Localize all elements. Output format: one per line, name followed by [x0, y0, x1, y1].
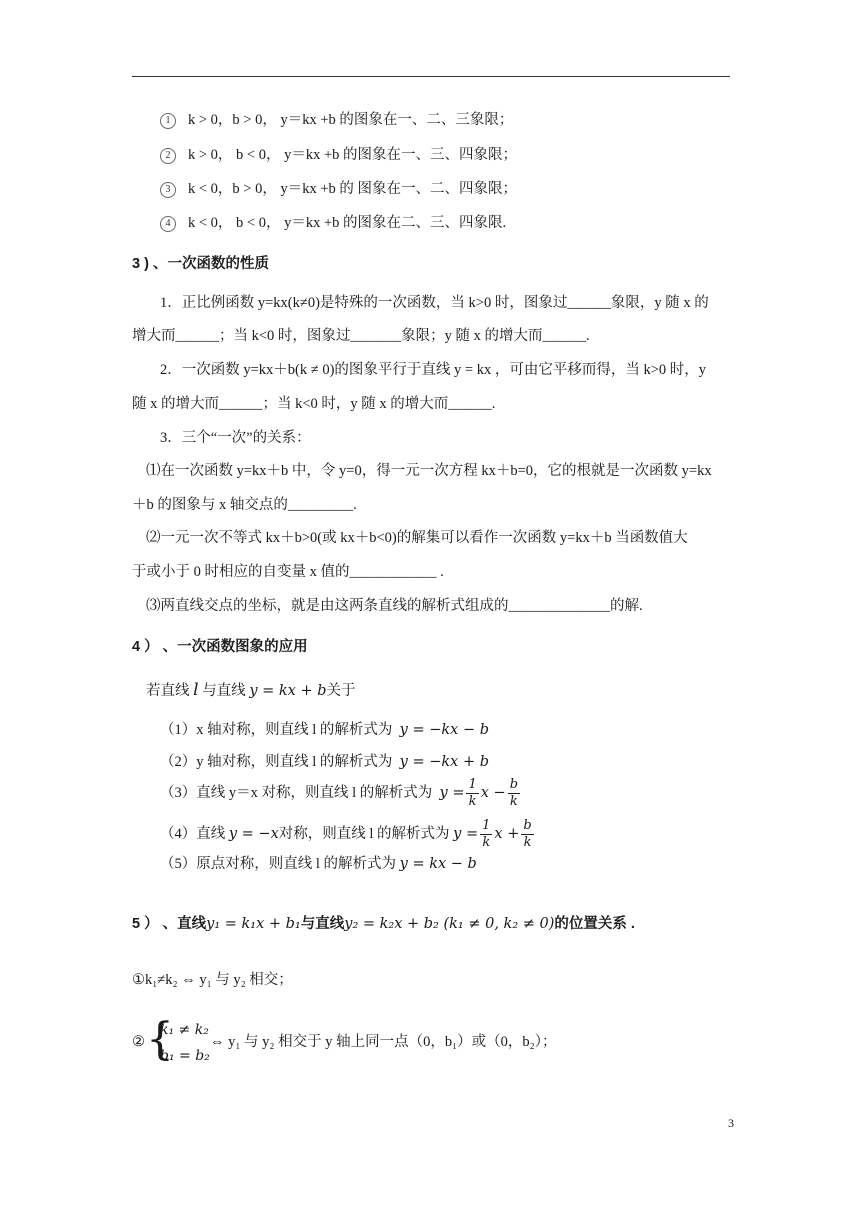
paragraph: 1．正比例函数 y=kx(k≠0)是特殊的一次函数，当 k>0 时，图象过______象限，y 随 x 的 [160, 295, 709, 311]
fraction: $\frac{b}{k}$ [523, 818, 532, 851]
paragraph: 增大而______；当 k<0 时，图象过_______象限；y 随 x 的增大而______. [132, 328, 590, 344]
intro-line: 若直线 l 与直线 y = kx + b关于 [146, 680, 356, 700]
section-heading: 5 ） 、直线y₁ = k₁x + b₁与直线y₂ = k₂x + b₂ (k₁ ≠ 0, k₂ ≠ 0)的位置关系 . [132, 916, 635, 932]
paragraph: 3．三个“一次”的关系： [160, 430, 311, 446]
symmetry-item: （3）直线 y＝x 对称，则直线 l 的解析式为 y = $\frac{1}{k}$ x − $\frac{b}{k}$ [160, 777, 519, 810]
section-heading: 3 ) 、一次函数的性质 [132, 256, 269, 272]
system-row: k₁ ≠ k₂ [160, 1022, 209, 1038]
circled-number: 1 [160, 113, 176, 129]
paragraph: ＋b 的图象与 x 轴交点的_________. [132, 497, 357, 513]
paragraph: 2．一次函数 y=kx＋b(k ≠ 0)的图象平行于直线 y = kx ，可由它平移而得，当 k>0 时，y [160, 362, 707, 378]
system-row: b₁ = b₂ [160, 1048, 210, 1064]
paragraph: ⑴在一次函数 y=kx＋b 中，令 y=0，得一元一次方程 kx＋b=0，它的根就是一次函数 y=kx [146, 463, 712, 479]
fraction: $\frac{1}{k}$ [468, 777, 477, 810]
paragraph: ⑶两直线交点的坐标，就是由这两条直线的解析式组成的______________的解. [146, 598, 643, 614]
equation: y = −kx + b [399, 754, 489, 770]
case-text: k > 0， b < 0， y＝kx +b 的图象在一、三、四象限； [188, 147, 518, 163]
case-item [160, 179, 517, 199]
case-text: k < 0， b < 0， y＝kx +b 的图象在二、三、四象限. [188, 215, 507, 231]
case-text: k < 0，b > 0， y＝kx +b 的 图象在一、二、四象限； [188, 181, 518, 197]
brace-icon: { [146, 1014, 174, 1065]
circled-number: 3 [160, 182, 176, 198]
circled-number: 4 [160, 216, 176, 232]
symmetry-item: （1）x 轴对称，则直线 l 的解析式为 y = −kx − b [160, 722, 489, 738]
circled-number: 2 [160, 148, 176, 164]
relation-item: ①k₁≠k₂ ⇔ y₁ 与 y₂ 相交； [132, 972, 293, 988]
relation-prefix: ② [132, 1034, 145, 1050]
case-item [160, 110, 513, 130]
paragraph: 于或小于 0 时相应的自变量 x 值的____________ . [132, 564, 444, 580]
page-number: 3 [728, 1116, 734, 1130]
header-rule [132, 76, 730, 77]
fraction: $\frac{1}{k}$ [482, 818, 491, 851]
paragraph: ⑵一元一次不等式 kx＋b>0(或 kx＋b<0)的解集可以看作一次函数 y=kx＋b 当函数值大 [146, 530, 688, 546]
section-heading: 4 ） 、一次函数图象的应用 [132, 639, 308, 655]
equation: y = −kx − b [399, 722, 489, 738]
equation: y = kx − b [399, 856, 477, 872]
paragraph: 随 x 的增大而______；当 k<0 时，y 随 x 的增大而______. [132, 396, 496, 412]
symmetry-item: （2）y 轴对称，则直线 l 的解析式为 y = −kx + b [160, 754, 489, 770]
case-text: k > 0，b > 0， y＝kx +b 的图象在一、二、三象限； [188, 112, 514, 128]
fraction: $\frac{b}{k}$ [509, 777, 519, 810]
symmetry-item: （5）原点对称，则直线 l 的解析式为 y = kx − b [160, 856, 477, 872]
relation-text: ⇔ y₁ 与 y₂ 相交于 y 轴上同一点（0，b₁）或（0，b₂）； [210, 1034, 557, 1050]
case-item [160, 145, 517, 165]
symmetry-item: （4）直线 y = −x对称，则直线 l 的解析式为 y = $\frac{1}{k}$ x + $\frac{b}{k}$ [160, 818, 532, 851]
case-item [160, 213, 506, 233]
